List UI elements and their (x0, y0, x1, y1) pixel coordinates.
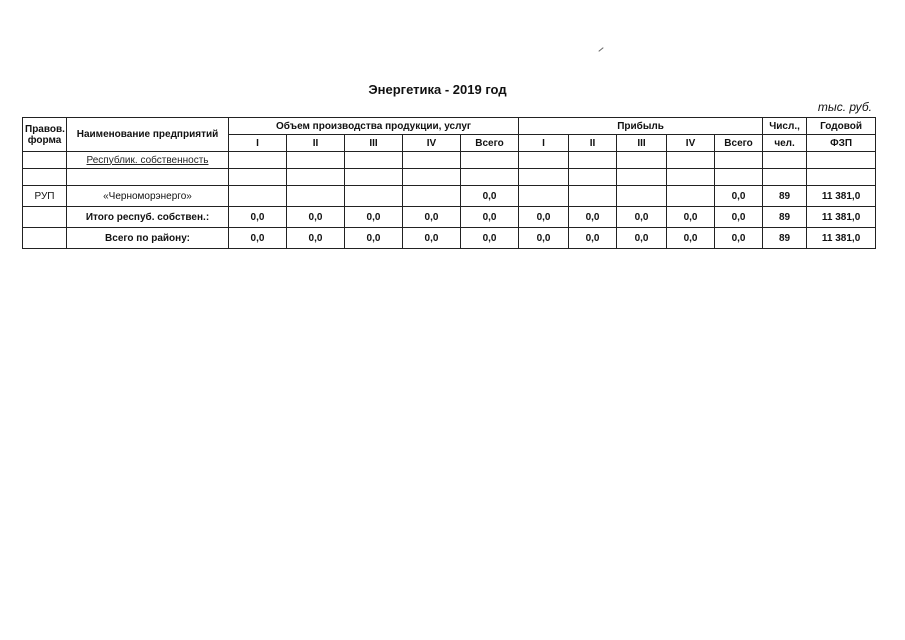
section-label: Республик. собственность (67, 152, 229, 169)
row-name: Всего по району: (67, 228, 229, 249)
header-volume-q3: III (345, 135, 403, 152)
table-row (23, 207, 876, 228)
table-row (23, 186, 876, 207)
header-volume-q1: I (229, 135, 287, 152)
volume-q2 (287, 186, 345, 207)
volume-q1: 0,0 (229, 207, 287, 228)
row-count: 89 (763, 207, 807, 228)
header-fzp-line1: Годовой (807, 118, 876, 135)
volume-q2: 0,0 (287, 228, 345, 249)
header-volume-group: Объем производства продукции, услуг (229, 118, 519, 135)
section-row (23, 152, 876, 169)
row-name: «Черноморэнерго» (67, 186, 229, 207)
volume-total: 0,0 (461, 186, 519, 207)
volume-q4: 0,0 (403, 207, 461, 228)
volume-q1: 0,0 (229, 228, 287, 249)
header-count-line2: чел. (763, 135, 807, 152)
profit-total: 0,0 (715, 186, 763, 207)
header-profit-q3: III (617, 135, 667, 152)
header-profit-q4: IV (667, 135, 715, 152)
profit-q3: 0,0 (617, 207, 667, 228)
profit-q4 (667, 186, 715, 207)
row-fzp: 11 381,0 (807, 207, 876, 228)
volume-q4 (403, 186, 461, 207)
volume-total: 0,0 (461, 228, 519, 249)
profit-total: 0,0 (715, 228, 763, 249)
profit-total: 0,0 (715, 207, 763, 228)
header-enterprise-name: Наименование предприятий (67, 118, 229, 152)
row-fzp: 11 381,0 (807, 186, 876, 207)
volume-q3: 0,0 (345, 207, 403, 228)
header-fzp-line2: ФЗП (807, 135, 876, 152)
profit-q3: 0,0 (617, 228, 667, 249)
pen-mark (598, 47, 603, 52)
profit-q3 (617, 186, 667, 207)
cell-empty (23, 152, 67, 169)
volume-total: 0,0 (461, 207, 519, 228)
header-volume-q4: IV (403, 135, 461, 152)
volume-q4: 0,0 (403, 228, 461, 249)
profit-q1: 0,0 (519, 207, 569, 228)
report-title: Энергетика - 2019 год (368, 82, 507, 97)
row-form: РУП (23, 186, 67, 207)
profit-q4: 0,0 (667, 207, 715, 228)
volume-q2: 0,0 (287, 207, 345, 228)
header-count-line1: Числ., (763, 118, 807, 135)
row-name: Итого респуб. собствен.: (67, 207, 229, 228)
profit-q1 (519, 186, 569, 207)
row-form (23, 207, 67, 228)
header-profit-q2: II (569, 135, 617, 152)
header-form-line1: Правов. (25, 123, 65, 135)
report-table (22, 117, 876, 249)
header-volume-q2: II (287, 135, 345, 152)
row-fzp: 11 381,0 (807, 228, 876, 249)
profit-q2: 0,0 (569, 228, 617, 249)
volume-q3 (345, 186, 403, 207)
header-row-1 (23, 118, 876, 135)
header-profit-total: Всего (715, 135, 763, 152)
profit-q4: 0,0 (667, 228, 715, 249)
header-profit-group: Прибыль (519, 118, 763, 135)
header-form-line2: форма (27, 134, 62, 146)
volume-q1 (229, 186, 287, 207)
spacer-row (23, 169, 876, 186)
volume-q3: 0,0 (345, 228, 403, 249)
header-legal-form (23, 118, 67, 152)
header-profit-q1: I (519, 135, 569, 152)
profit-q1: 0,0 (519, 228, 569, 249)
table-row (23, 228, 876, 249)
profit-q2: 0,0 (569, 207, 617, 228)
row-count: 89 (763, 186, 807, 207)
units-label: тыс. руб. (817, 100, 872, 114)
row-count: 89 (763, 228, 807, 249)
header-volume-total: Всего (461, 135, 519, 152)
row-form (23, 228, 67, 249)
profit-q2 (569, 186, 617, 207)
